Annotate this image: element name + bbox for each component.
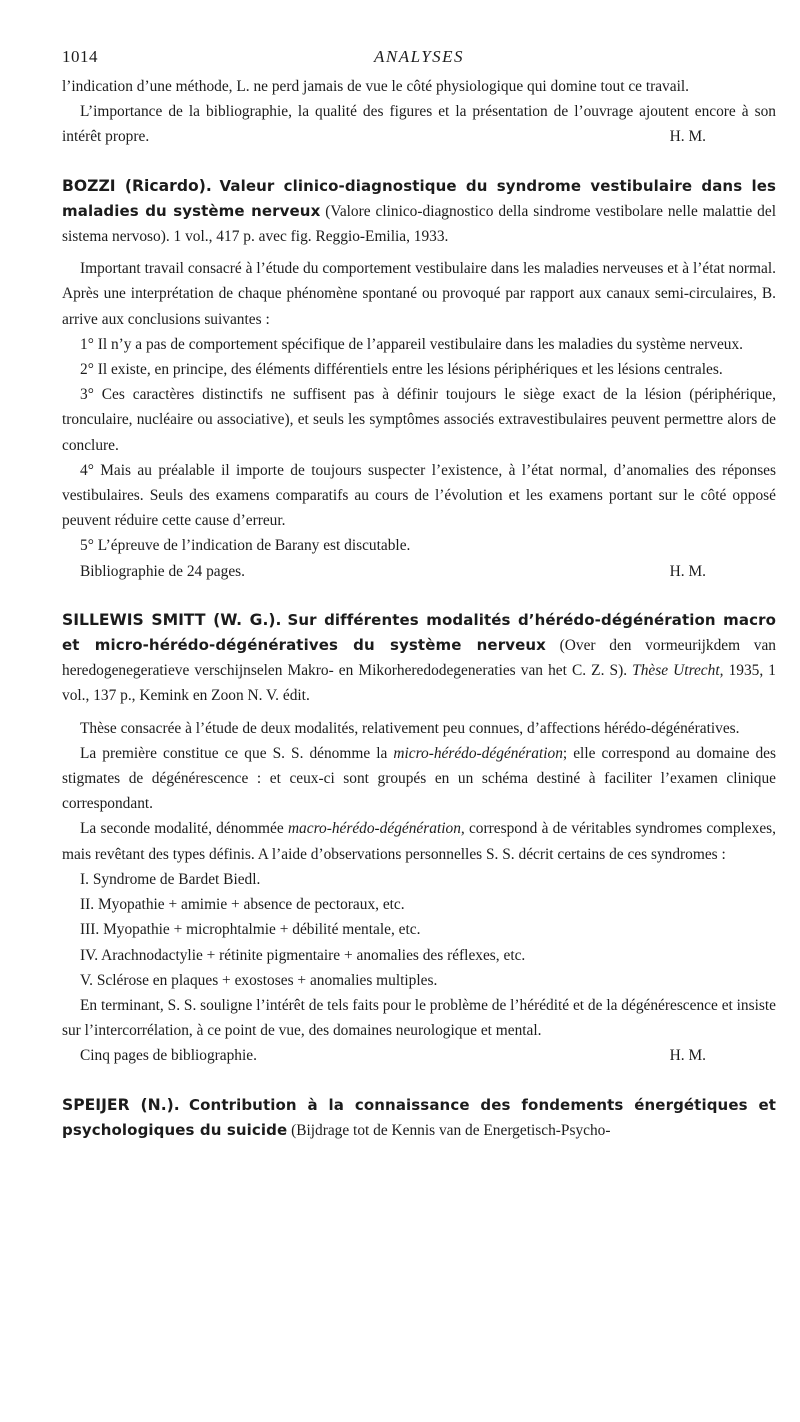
review-sillewis-signature: H. M. [669, 1047, 706, 1065]
syndrome-list-item: III. Myopathie + microphtalmie + débilité mentale, etc. [80, 921, 421, 939]
syndrome-list-item: II. Myopathie + amimie + absence de pectoraux, etc. [80, 896, 405, 914]
review-sillewis-details-2: 1935, 1 vol., 137 p., Kemink en Zoon N. V. édit. [62, 662, 776, 705]
review-bozzi-paragraph-1: Important travail consacré à l’étude du comportement vestibulaire dans les maladies nerveuses et à l’état normal. Après une interprétation de chaque phénomène spontané ou provoqué par rapport aux canaux semi-circulaires, B. arrive aux conclusions suivantes : [62, 260, 776, 328]
review-sillewis-paragraph-2 [62, 741, 776, 817]
running-title: ANALYSES [373, 47, 465, 66]
review-sillewis-p2-a: La première constitue ce que S. S. dénomme la [80, 744, 388, 762]
review-speijer-title: Contribution à la connaissance des fondements énergétiques et psychologiques du suicide [62, 1095, 776, 1139]
review-sillewis-smitt [62, 608, 776, 1069]
review-bozzi-conclusion-5: 5° L’épreuve de l’indication de Barany est discutable. [80, 537, 411, 555]
review-sillewis-p3-italic: macro-hérédo-dégénération, [287, 820, 465, 838]
review-sillewis-heading [62, 608, 776, 709]
review-bozzi-bibliography-text: Bibliographie de 24 pages. [80, 562, 245, 580]
review-sillewis-author: SILLEWIS SMITT (W. G.). [62, 610, 282, 629]
review-speijer-author: SPEIJER (N.). [62, 1095, 180, 1114]
review-sillewis-p3-a: La seconde modalité, dénommée [80, 820, 284, 838]
review-speijer-heading [62, 1093, 776, 1143]
intro-paragraph-2-text: L’importance de la bibliographie, la qualité des figures et la présentation de l’ouvrage ajoutent encore à son intérêt propre. [62, 103, 776, 146]
review-bozzi-conclusion-1: 1° Il n’y a pas de comportement spécifique de l’appareil vestibulaire dans les maladies du système nerveux. [80, 335, 744, 353]
review-bozzi-conclusion-2: 2° Il existe, en principe, des éléments différentiels entre les lésions périphériques et les lésions centrales. [80, 361, 723, 379]
syndrome-list-item: V. Sclérose en plaques + exostoses + anomalies multiples. [80, 971, 438, 989]
page-number: 1014 [62, 47, 98, 66]
review-bozzi-author: BOZZI (Ricardo). [62, 176, 212, 195]
review-sillewis-p2-b: ; elle correspond au domaine des stigmates de dégénérescence : et ceux-ci sont groupés en un schéma destiné à faciliter l’examen clinique correspondant. [62, 744, 776, 813]
review-sillewis-p3-b: correspond à de véritables syndromes complexes, mais revêtant des types définis. A l’aide d’observations personnelles S. S. décrit certains de ces syndromes : [62, 820, 776, 863]
review-speijer [62, 1093, 776, 1143]
review-bozzi [62, 174, 776, 584]
review-bozzi-bibliography [62, 559, 776, 584]
review-bozzi-signature: H. M. [669, 562, 706, 580]
intro-paragraph-1: l’indication d’une méthode, L. ne perd jamais de vue le côté physiologique qui domine tout ce travail. [62, 78, 689, 95]
review-sillewis-paragraph-3 [62, 816, 776, 866]
running-head [62, 44, 776, 74]
review-bozzi-title: Valeur clinico-diagnostique du syndrome vestibulaire dans les maladies du système nerveux [62, 176, 776, 220]
review-bozzi-details: (Valore clinico-diagnostico della sindrome vestibolare nelle malattie del sistema nervoso). 1 vol., 417 p. avec fig. Reggio-Emilia, 1933. [62, 202, 776, 246]
review-sillewis-paragraph-4: En terminant, S. S. souligne l’intérêt de tels faits pour le problème de l’hérédité et de la dégénérescence et insiste sur l’intercorrélation, à ce point de vue, des domaines neurologique et mental. [62, 996, 776, 1040]
review-speijer-details: (Bijdrage tot de Kennis van de Energetisch-Psycho- [291, 1121, 611, 1139]
review-sillewis-details-italic: Thèse Utrecht, [632, 662, 724, 680]
document-page [62, 44, 776, 1150]
review-bozzi-heading [62, 174, 776, 250]
intro-paragraph-2 [62, 99, 776, 149]
review-sillewis-bibliography-text: Cinq pages de bibliographie. [80, 1047, 257, 1065]
review-sillewis-title: Sur différentes modalités d’hérédo-dégénération macro et micro-hérédo-dégénératives du système nerveux [62, 610, 776, 655]
review-sillewis-details-1: (Over den vormeurijkdem van heredogenegeratieve verschijnselen Makro- en Mikorheredodegeneraties van het C. Z. S). [62, 637, 776, 680]
intro-signature: H. M. [669, 128, 706, 146]
review-sillewis-p2-italic: micro-hérédo-dégénération [393, 744, 563, 762]
review-sillewis-bibliography [62, 1043, 776, 1068]
review-sillewis-paragraph-1: Thèse consacrée à l’étude de deux modalités, relativement peu connues, d’affections hérédo-dégénératives. [80, 719, 740, 737]
review-bozzi-conclusion-4: 4° Mais au préalable il importe de toujours suspecter l’existence, à l’état normal, d’anomalies des réponses vestibulaires. Seuls des examens comparatifs au cours de l’évolution et les examens portant sur le côté opposé peuvent réduire cette cause d’erreur. [62, 461, 776, 530]
review-bozzi-conclusion-3: 3° Ces caractères distinctifs ne suffisent pas à définir toujours le siège exact de la lésion (périphérique, tronculaire, nucléaire ou associative), et seuls les symptômes associés extravestibulaires peuvent permettre alors de conclure. [62, 386, 776, 454]
intro-section [62, 74, 776, 150]
syndrome-list-item: I. Syndrome de Bardet Biedl. [80, 870, 261, 888]
syndrome-list-item: IV. Arachnodactylie + rétinite pigmentaire + anomalies des réflexes, etc. [80, 946, 526, 964]
